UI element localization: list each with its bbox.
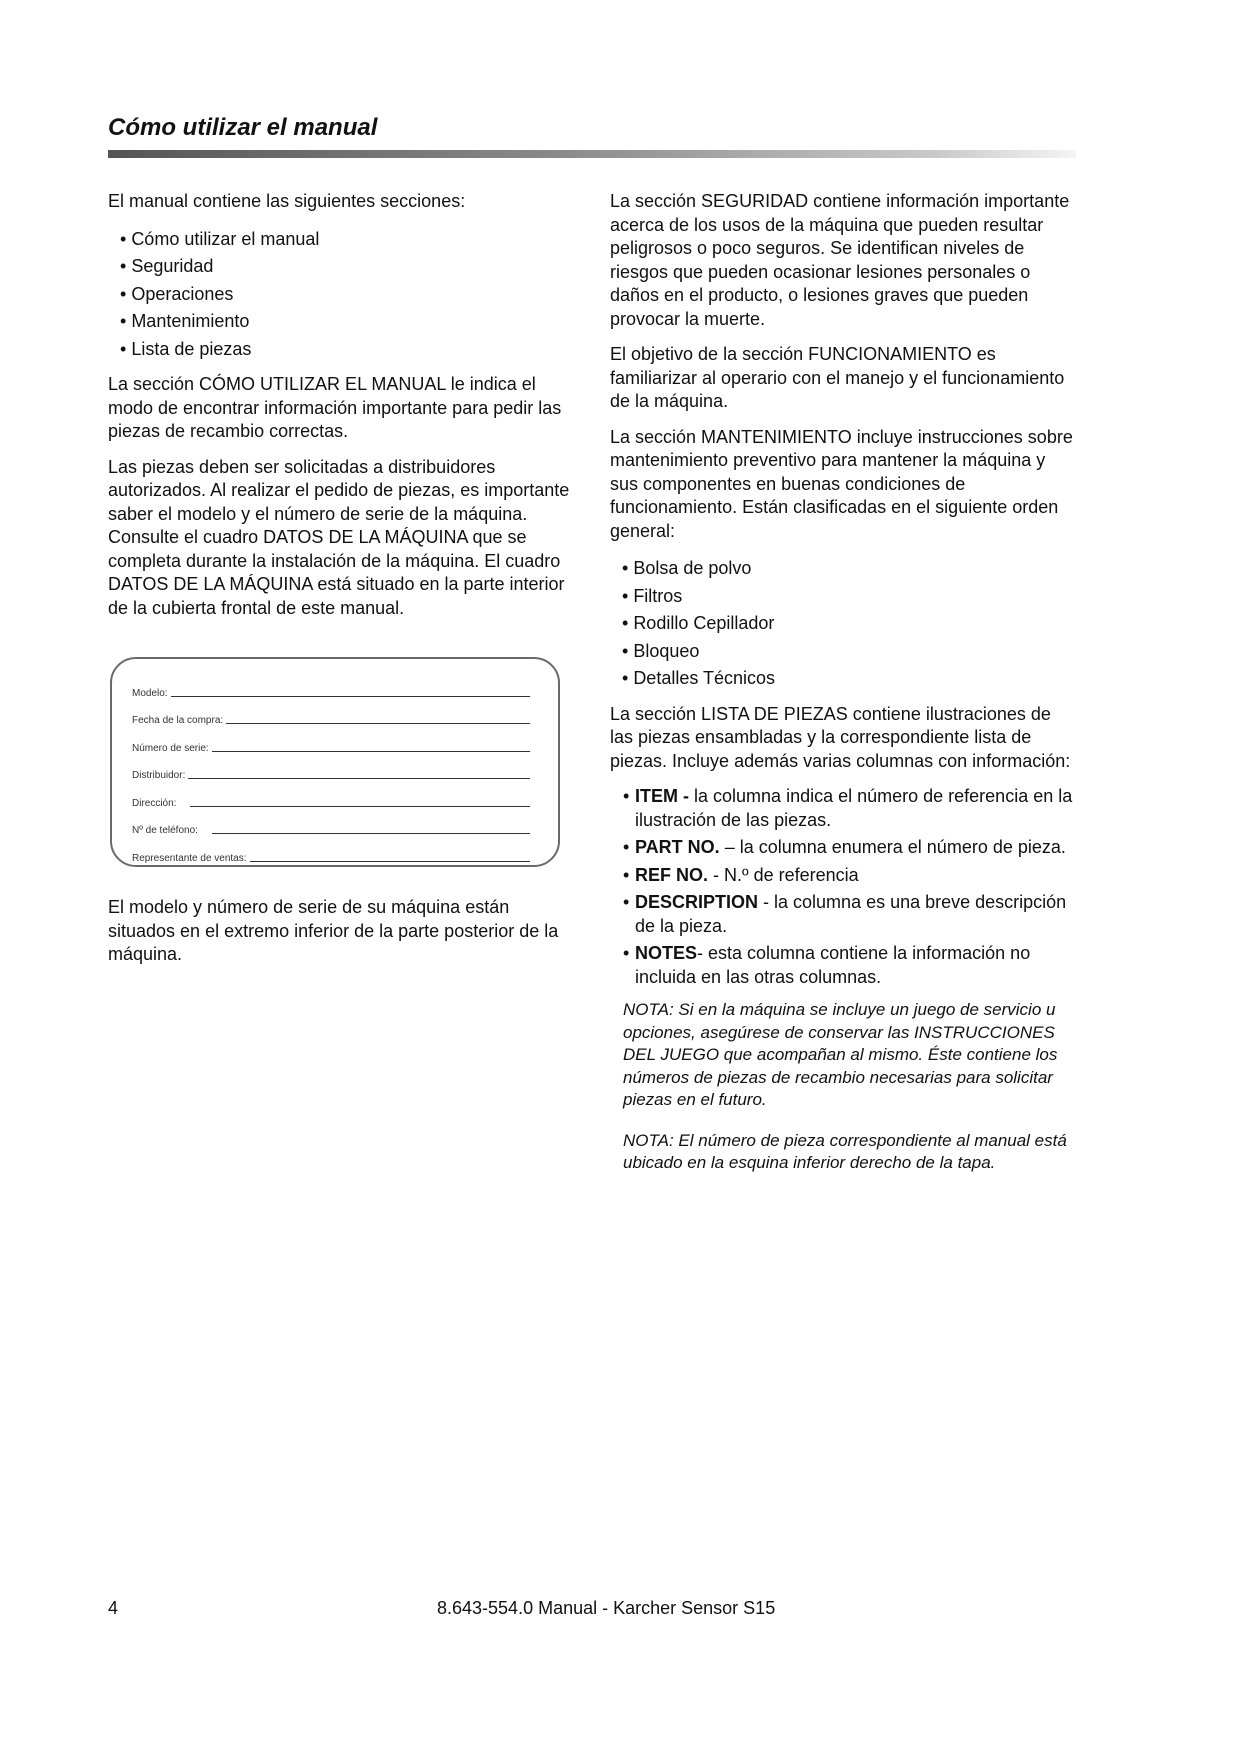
form-row-phone (132, 809, 530, 837)
form-line (190, 805, 530, 807)
title-rule (108, 150, 1076, 158)
form-row-distributor (132, 754, 530, 782)
list-item: • Bolsa de polvo (622, 555, 1076, 583)
form-row-sales-rep (132, 836, 530, 864)
parts-list-paragraph: La sección LISTA DE PIEZAS contiene ilustraciones de las piezas ensambladas y la correspondiente lista de piezas. Incluye además varias columnas con información: (610, 703, 1071, 771)
column-desc: la columna indica el número de referencia en la ilustración de las piezas. (635, 786, 1073, 830)
form-line (188, 777, 530, 779)
column-term: REF NO. (635, 864, 709, 885)
list-item: • Operaciones (120, 281, 570, 309)
form-label: Modelo: (132, 687, 168, 699)
form-line (171, 695, 530, 697)
form-label: Nº de teléfono: (132, 825, 198, 836)
column-desc: - esta columna contiene la información no incluida en las otras columnas. (635, 943, 1031, 987)
form-row-address (132, 781, 530, 809)
document-reference: 8.643-554.0 Manual - Karcher Sensor S15 (437, 1598, 776, 1618)
list-item: • Bloqueo (622, 638, 1076, 666)
left-column (108, 190, 570, 632)
maintenance-list (610, 555, 1076, 693)
list-item (623, 942, 1076, 989)
form-line (212, 750, 530, 752)
maintenance-paragraph: La sección MANTENIMIENTO incluye instrucciones sobre mantenimiento preventivo para mantener la máquina y sus componentes en buenas condiciones de funcionamiento. Están clasificadas en el siguiente orden general: (610, 426, 1073, 541)
form-line (250, 860, 530, 862)
form-label: Representante de ventas: (132, 852, 247, 864)
column-desc: - la columna es una breve descripción de la pieza. (635, 892, 1067, 936)
order-parts-paragraph: Las piezas deben ser solicitadas a distribuidores autorizados. Al realizar el pedido de piezas, es importante saber el modelo y el número de serie de la máquina. Consulte el cuadro DATOS DE LA MÁQUINA que se completa durante la instalación de la máquina. El cuadro DATOS DE LA MÁQUINA está situado en la parte interior de la cubierta frontal de este manual. (108, 456, 570, 618)
list-item (623, 864, 1076, 888)
list-item: • Rodillo Cepillador (622, 610, 1076, 638)
columns-list (610, 785, 1076, 989)
right-column (610, 190, 1076, 1187)
machine-data-form (110, 657, 560, 867)
page-title: Cómo utilizar el manual (108, 114, 378, 141)
how-to-use-paragraph: La sección CÓMO UTILIZAR EL MANUAL le indica el modo de encontrar información importante para pedir las piezas de recambio correctas. (108, 374, 562, 441)
form-row-model (132, 671, 530, 699)
column-term: NOTES (635, 943, 698, 963)
form-label: Dirección: (132, 797, 177, 809)
operation-paragraph: El objetivo de la sección FUNCIONAMIENTO es familiarizar al operario con el manejo y el funcionamiento de la máquina. (610, 344, 1065, 411)
list-item: • Filtros (622, 583, 1076, 611)
column-desc: – la columna enumera el número de pieza. (724, 837, 1066, 857)
note-manual-part-number: NOTA: El número de pieza correspondiente al manual está ubicado en la esquina inferior derecho de la tapa. (623, 1130, 1067, 1172)
safety-paragraph: La sección SEGURIDAD contiene información importante acerca de los usos de la máquina que pueden resultar peligrosos o poco seguros. Se identifican niveles de riesgos que pueden ocasionar lesiones personales o daños en el producto, o lesiones graves que pueden provocar la muerte. (610, 191, 1070, 329)
list-item (623, 891, 1076, 938)
column-term: ITEM - (635, 786, 689, 806)
form-row-serial-number (132, 726, 530, 754)
list-item: • Seguridad (120, 253, 570, 281)
column-term: DESCRIPTION (635, 892, 759, 912)
form-line (226, 722, 530, 724)
list-item: • Mantenimiento (120, 308, 570, 336)
list-item: • Detalles Técnicos (622, 665, 1076, 693)
form-label: Fecha de la compra: (132, 715, 224, 726)
sections-list (108, 226, 570, 364)
column-desc: - N.º de referencia (713, 864, 859, 885)
form-label: Distribuidor: (132, 770, 186, 781)
model-location-block (108, 896, 570, 979)
intro-text: El manual contiene las siguientes secciones: (108, 191, 466, 211)
note-kit-instructions: NOTA: Si en la máquina se incluye un juego de servicio u opciones, asegúrese de conservar las INSTRUCCIONES DEL JUEGO que acompañan al mismo. Éste contiene los números de piezas de recambio necesarias para solicitar piezas en el futuro. (623, 1000, 1058, 1109)
page-number: 4 (108, 1598, 119, 1618)
list-item: • Cómo utilizar el manual (120, 226, 570, 254)
column-term: PART NO. (635, 837, 720, 857)
form-row-purchase-date (132, 699, 530, 727)
form-line (212, 832, 530, 834)
model-location-paragraph: El modelo y número de serie de su máquina están situados en el extremo inferior de la parte posterior de la máquina. (108, 897, 559, 964)
list-item (623, 836, 1076, 860)
list-item: • Lista de piezas (120, 336, 570, 364)
form-label: Número de serie: (132, 742, 209, 754)
list-item (623, 785, 1076, 832)
